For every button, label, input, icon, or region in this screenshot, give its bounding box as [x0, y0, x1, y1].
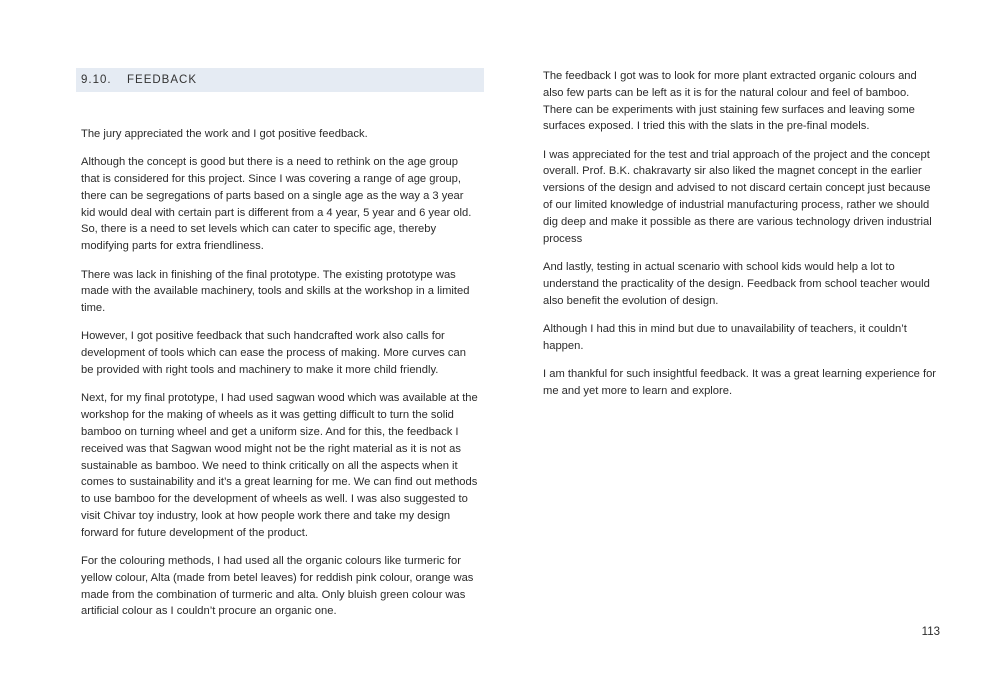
paragraph: Next, for my final prototype, I had used sagwan wood which was available at the workshop for the making of wheels as it was getting difficult to turn the solid bamboo on turning wheel and get a uniform size. And for this, the feedback I received was that Sagwan wood might not be the right material as it is not as sustainable as bamboo. We need to think critically on all the aspects when it comes to sustainability and it’s a great learning for me. We can find out methods to use bamboo for the development of wheels as well. I was also suggested to visit Chivar toy industry, look at how people work there and take my design forward for future development of the product. [81, 392, 478, 539]
section-heading [76, 68, 484, 92]
page-number: 113 [921, 626, 940, 638]
paragraph: The jury appreciated the work and I got positive feedback. [81, 128, 368, 140]
section-title: FEEDBACK [127, 74, 197, 86]
paragraph: Although the concept is good but there is a need to rethink on the age group that is considered for this project. Since I was covering a range of age group, there can be segregations of parts based on a single age as the way a 3 year kid would deal with certain part is different from a 4 year, 5 year and 6 year old. So, there is a need to set levels which can cater to specific age, thereby modifying parts for extra friendliness. [81, 156, 472, 253]
paragraph: Although I had this in mind but due to unavailability of teachers, it couldn’t happen. [543, 322, 907, 352]
section-number: 9.10. [81, 74, 112, 86]
paragraph: For the colouring methods, I had used all the organic colours like turmeric for yellow colour, Alta (made from betel leaves) for reddish pink colour, orange was made from the combination of turmeric and alta. Only bluish green colour was artificial colour as I couldn’t procure an organic one. [81, 555, 474, 618]
paragraph: The feedback I got was to look for more plant extracted organic colours and also few parts can be left as it is for the natural colour and feel of bamboo. There can be experiments with just staining few surfaces and leaving some surfaces exposed. I tried this with the slats in the pre-final models. [543, 70, 917, 133]
right-text-column [543, 68, 938, 411]
paragraph: However, I got positive feedback that such handcrafted work also calls for development of tools which can ease the process of making. More curves can be provided with right tools and machinery to make it more child friendly. [81, 330, 466, 377]
paragraph: I am thankful for such insightful feedback. It was a great learning experience for me and yet more to learn and explore. [543, 367, 937, 397]
paragraph: I was appreciated for the test and trial approach of the project and the concept overall. Prof. B.K. chakravarty sir also liked the magnet concept in the earlier versions of the design and advised to not discard certain concept just because of our limited knowledge of industrial manufacturing process, rather we should dig deep and make it possible as there are various technology driven industrial process [543, 148, 932, 245]
paragraph: And lastly, testing in actual scenario with school kids would help a lot to understand the practicality of the design. Feedback from school teacher would also benefit the evolution of design. [543, 260, 930, 307]
paragraph: There was lack in finishing of the final prototype. The existing prototype was made with the available machinery, tools and skills at the workshop in a limited time. [81, 268, 470, 315]
left-text-column [81, 126, 479, 632]
